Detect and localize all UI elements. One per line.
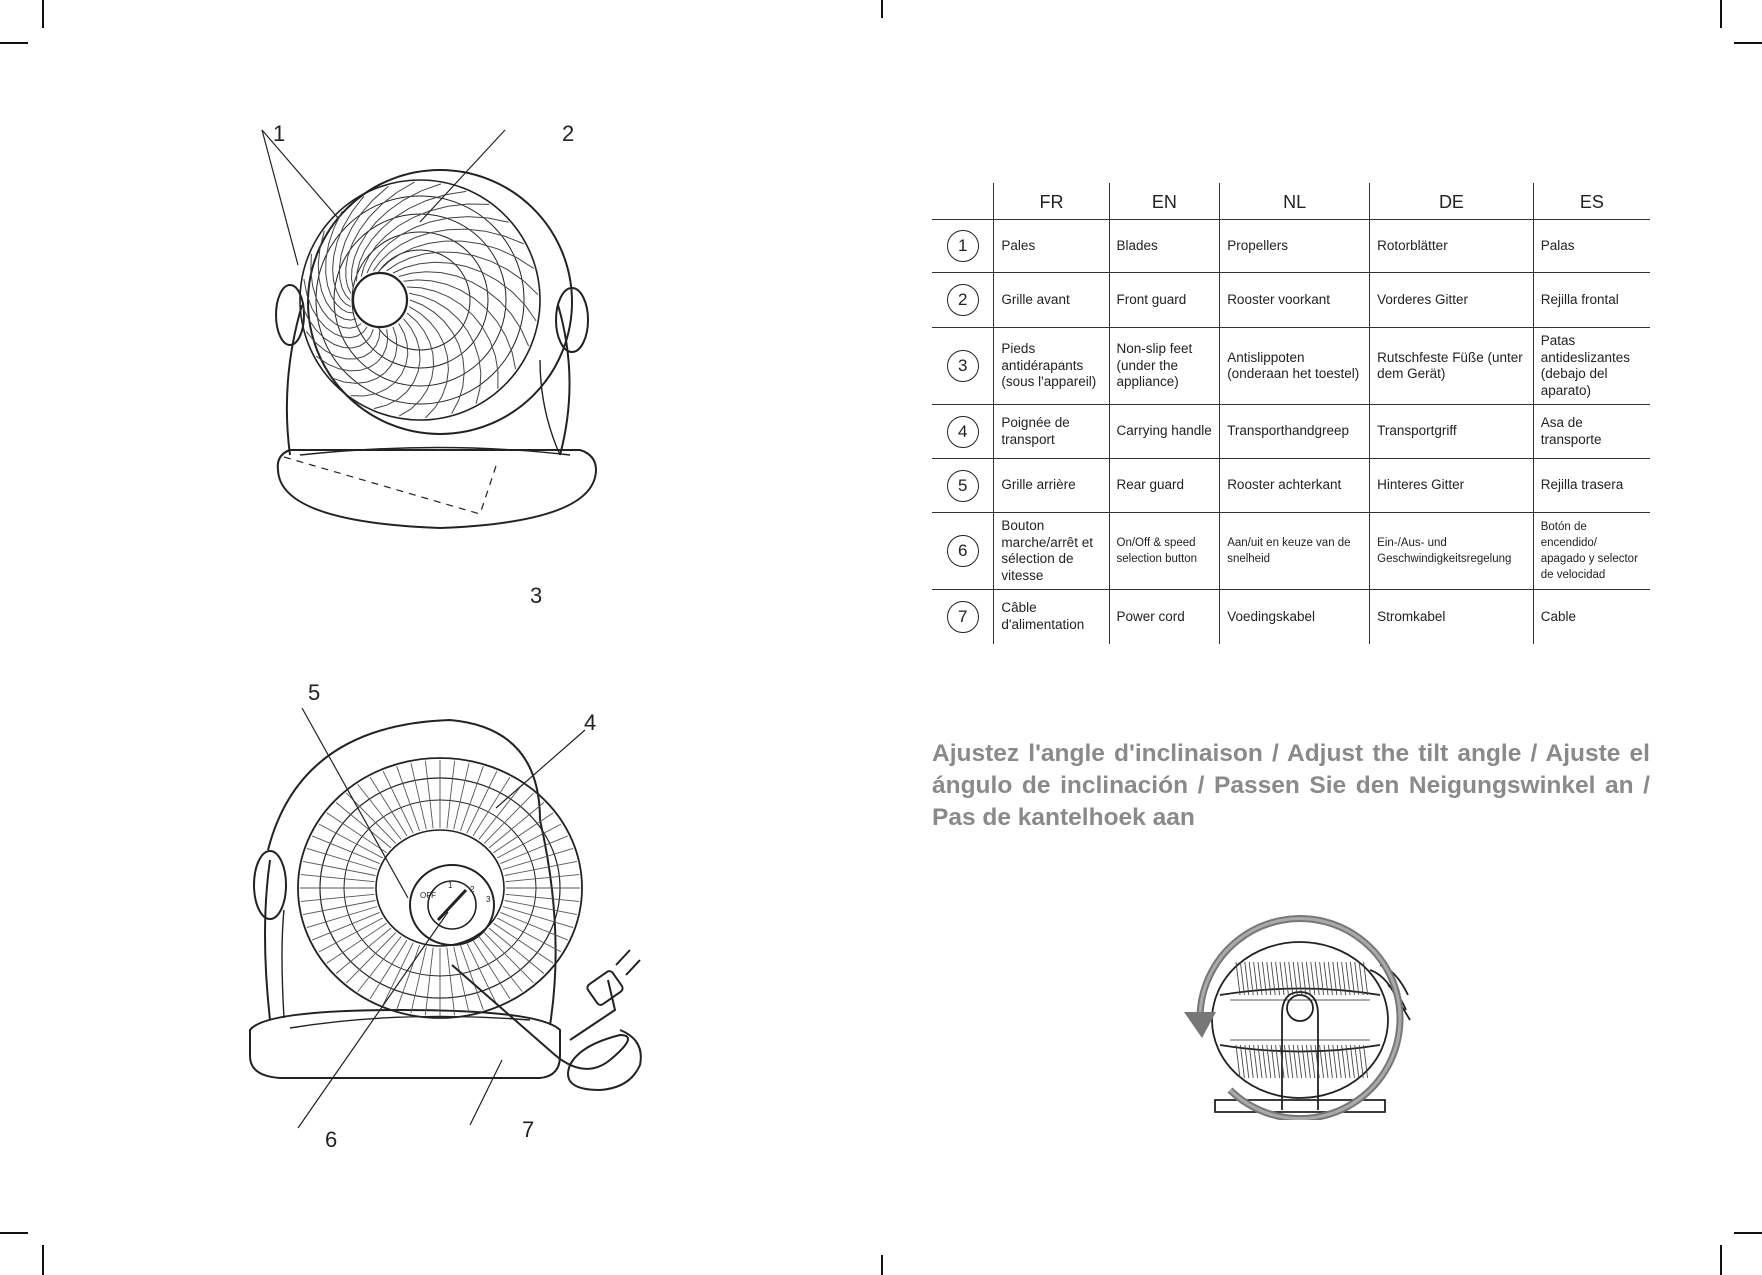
tilt-grille-line — [1302, 1045, 1306, 1078]
cell-fr: Pales — [994, 220, 1109, 273]
grille-rib — [447, 948, 455, 1016]
cell-es: Cable — [1533, 590, 1650, 644]
tilt-grille-line — [1240, 1045, 1244, 1078]
callout-1: 1 — [273, 121, 286, 146]
grille-spiral — [393, 262, 536, 321]
cell-de: Rutschfeste Füße (unter dem Gerät) — [1370, 328, 1534, 405]
row-number: 1 — [932, 220, 994, 273]
table-row — [932, 513, 1650, 590]
cell-nl: Transporthandgreep — [1220, 405, 1370, 459]
crop-mark — [881, 0, 883, 18]
cell-en: Power cord — [1109, 590, 1220, 644]
crop-mark — [1720, 1245, 1722, 1275]
tilt-grille-line — [1289, 962, 1293, 995]
tilt-grille-line — [1298, 962, 1302, 995]
cell-en: On/Off & speed selection button — [1109, 513, 1220, 590]
table-row — [932, 459, 1650, 513]
grille-rib — [505, 861, 577, 875]
grille-rib — [312, 912, 380, 940]
grille-rib — [489, 802, 544, 848]
cell-es: Patas antideslizantes (debajo del aparato) — [1533, 328, 1650, 405]
grille-rib — [503, 848, 573, 869]
callout-5: 5 — [308, 680, 321, 705]
row-number: 4 — [932, 405, 994, 459]
grille-rib — [447, 761, 455, 829]
callout-7: 7 — [522, 1117, 535, 1142]
crop-mark — [0, 42, 28, 44]
grille-rib — [336, 928, 391, 974]
table-row — [932, 590, 1650, 644]
tilt-grille-line — [1280, 962, 1284, 995]
grille-rib — [505, 901, 577, 915]
callout-2: 2 — [562, 121, 575, 146]
grille-rib — [336, 802, 391, 848]
callout-6: 6 — [325, 1127, 338, 1152]
row-number: 2 — [932, 273, 994, 328]
dial-off-label: OFF — [420, 891, 436, 900]
table-row — [932, 328, 1650, 405]
row-number: 6 — [932, 513, 994, 590]
grille-rib — [425, 761, 433, 829]
cell-de: Hinteres Gitter — [1370, 459, 1534, 513]
parts-table — [932, 183, 1650, 644]
grille-rib — [425, 948, 433, 1016]
cell-de: Stromkabel — [1370, 590, 1534, 644]
tilt-grille-line — [1315, 962, 1319, 995]
fan-front-illustration — [240, 110, 640, 610]
grille-rib — [467, 771, 497, 833]
tilt-grille-line — [1355, 1045, 1359, 1078]
row-number: 3 — [932, 328, 994, 405]
crop-mark — [42, 0, 44, 28]
grille-rib — [301, 894, 375, 901]
tilt-grille-line — [1359, 962, 1363, 995]
tilt-grille-line — [1245, 1045, 1249, 1078]
grille-rib — [500, 836, 568, 864]
cell-de: Rotorblätter — [1370, 220, 1534, 273]
col-header-es: ES — [1533, 183, 1650, 220]
tilt-heading: Ajustez l'angle d'inclinaison / Adjust the tilt angle / Ajuste el ángulo de inclinación / Passen Sie den Neigungswinkel an / Pas de kantelhoek aan — [932, 740, 1650, 831]
fan-rear-illustration — [240, 680, 720, 1140]
col-header-en: EN — [1109, 183, 1220, 220]
tilt-grille-line — [1276, 1045, 1280, 1078]
grille-rib — [346, 933, 396, 984]
grille-rib — [303, 861, 375, 875]
cell-es: Botón de encendido/ apagado y selector de velocidad — [1533, 513, 1650, 590]
grille-spiral — [361, 204, 489, 277]
grille-spiral — [326, 211, 353, 313]
cell-fr: Grille arrière — [994, 459, 1109, 513]
row-number: 5 — [932, 459, 994, 513]
cell-en: Front guard — [1109, 273, 1220, 328]
cell-en: Carrying handle — [1109, 405, 1220, 459]
grille-rib — [307, 907, 377, 928]
grille-rib — [303, 901, 375, 915]
col-header-num — [932, 183, 994, 220]
grille-spiral — [357, 191, 467, 281]
grille-rib — [506, 875, 580, 882]
tilt-grille-line — [1306, 962, 1310, 995]
cell-es: Palas — [1533, 220, 1650, 273]
cell-en: Rear guard — [1109, 459, 1220, 513]
cell-fr: Câble d'alimentation — [994, 590, 1109, 644]
grille-rib — [397, 766, 420, 831]
cell-nl: Aan/uit en keuze van de snelheid — [1220, 513, 1370, 590]
table-row — [932, 220, 1650, 273]
tilt-grille-line — [1245, 962, 1249, 995]
cell-es: Rejilla frontal — [1533, 273, 1650, 328]
tilt-grille-line — [1359, 1045, 1363, 1078]
cell-fr: Poignée de transport — [994, 405, 1109, 459]
tilt-grille-line — [1240, 962, 1244, 995]
grille-rib — [460, 766, 483, 831]
dial-2-label: 2 — [470, 885, 475, 894]
grille-rib — [307, 848, 377, 869]
cell-fr: Bouton marche/arrêt et sélection de vitesse — [994, 513, 1109, 590]
col-header-nl: NL — [1220, 183, 1370, 220]
cell-fr: Grille avant — [994, 273, 1109, 328]
grille-rib — [383, 771, 413, 833]
table-header-row — [932, 183, 1650, 220]
cell-es: Rejilla trasera — [1533, 459, 1650, 513]
grille-rib — [506, 894, 580, 901]
grille-spiral — [399, 313, 434, 416]
dial-1-label: 1 — [448, 881, 453, 890]
tilt-grille-line — [1350, 962, 1354, 995]
tilt-grille-line — [1311, 1045, 1315, 1078]
crop-mark — [1734, 42, 1762, 44]
tilt-grille-line — [1293, 962, 1297, 995]
table-row — [932, 273, 1650, 328]
tilt-grille-line — [1320, 1045, 1324, 1078]
crop-mark — [42, 1245, 44, 1275]
grille-rib — [301, 875, 375, 882]
tilt-grille-line — [1320, 962, 1324, 995]
cell-de: Ein-/Aus- und Geschwindigkeitsregelung — [1370, 513, 1534, 590]
tilt-illustration — [1170, 900, 1430, 1120]
tilt-grille-line — [1311, 962, 1315, 995]
cell-es: Asa de transporte — [1533, 405, 1650, 459]
callout-4: 4 — [584, 710, 597, 735]
crop-mark — [1734, 1232, 1762, 1234]
crop-mark — [881, 1255, 883, 1275]
row-number: 7 — [932, 590, 994, 644]
grille-rib — [484, 933, 534, 984]
grille-rib — [489, 928, 544, 974]
cell-nl: Antislippoten (onderaan het toestel) — [1220, 328, 1370, 405]
grille-rib — [397, 945, 420, 1010]
grille-spiral — [399, 272, 529, 347]
tilt-grille-line — [1236, 962, 1240, 995]
grille-rib — [467, 943, 497, 1005]
table-row — [932, 405, 1650, 459]
tilt-grille-line — [1276, 962, 1280, 995]
grille-spiral — [316, 329, 388, 371]
grille-rib — [383, 943, 413, 1005]
cell-en: Non-slip feet (under the appliance) — [1109, 328, 1220, 405]
dial-3-label: 3 — [486, 895, 491, 904]
tilt-grille-line — [1284, 1045, 1288, 1078]
tilt-grille-line — [1350, 1045, 1354, 1078]
tilt-grille-line — [1289, 1045, 1293, 1078]
tilt-grille-line — [1293, 1045, 1297, 1078]
tilt-grille-line — [1298, 1045, 1302, 1078]
col-header-de: DE — [1370, 183, 1534, 220]
cell-nl: Propellers — [1220, 220, 1370, 273]
grille-rib — [503, 907, 573, 928]
tilt-grille-line — [1306, 1045, 1310, 1078]
grille-rib — [484, 793, 534, 844]
cell-nl: Voedingskabel — [1220, 590, 1370, 644]
tilt-grille-line — [1302, 962, 1306, 995]
grille-rib — [411, 947, 426, 1014]
crop-mark — [0, 1232, 28, 1234]
grille-rib — [312, 836, 380, 864]
tilt-grille-line — [1355, 962, 1359, 995]
crop-mark — [1720, 0, 1722, 28]
grille-rib — [500, 912, 568, 940]
tilt-grille-line — [1284, 962, 1288, 995]
callout-3: 3 — [530, 583, 543, 608]
grille-rib — [454, 947, 469, 1014]
cell-nl: Rooster achterkant — [1220, 459, 1370, 513]
cell-de: Vorderes Gitter — [1370, 273, 1534, 328]
grille-rib — [460, 945, 483, 1010]
cell-de: Transportgriff — [1370, 405, 1534, 459]
grille-spiral — [367, 217, 509, 273]
cell-en: Blades — [1109, 220, 1220, 273]
col-header-fr: FR — [994, 183, 1109, 220]
grille-rib — [411, 763, 426, 830]
cell-fr: Pieds antidérapants (sous l'appareil) — [994, 328, 1109, 405]
grille-rib — [454, 763, 469, 830]
cell-nl: Rooster voorkant — [1220, 273, 1370, 328]
